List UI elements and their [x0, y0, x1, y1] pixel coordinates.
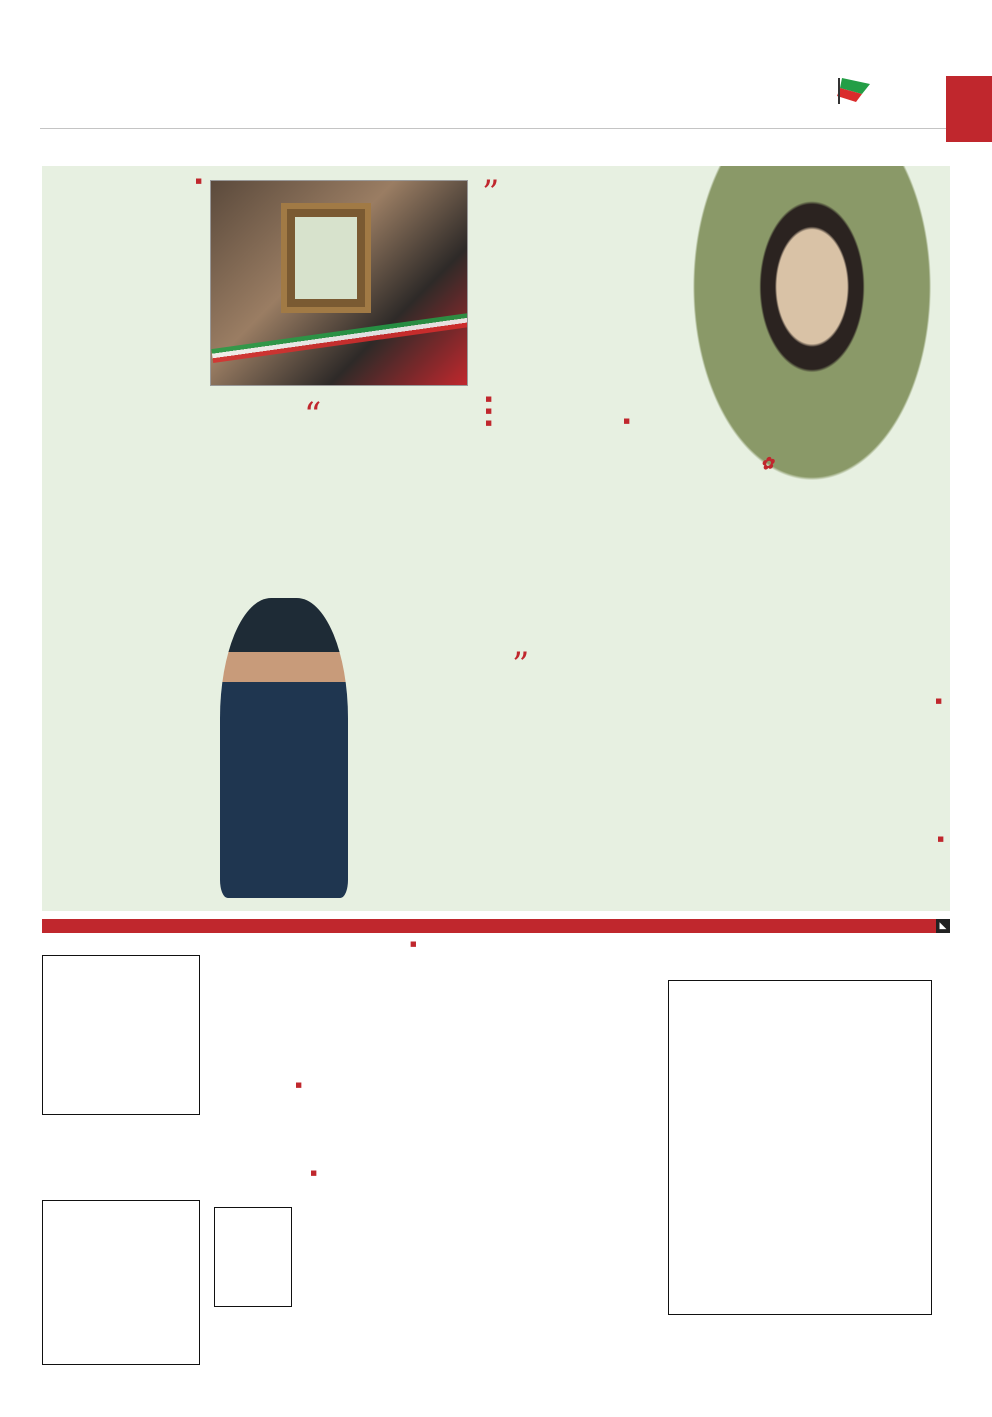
subhead-hardest [342, 394, 492, 404]
photo-flag [211, 313, 468, 363]
pull-quote-1 [472, 204, 642, 412]
answer-title [310, 1168, 317, 1178]
article-column-mid-right-lower [500, 786, 630, 904]
article-lead [648, 711, 944, 829]
photo-frame [281, 203, 371, 313]
sudoku-grid[interactable] [42, 955, 200, 1115]
article-column-mid-right [500, 414, 630, 654]
down-clues [410, 1262, 660, 1370]
tulip-icon: ✿ [759, 452, 776, 474]
newspaper-logo [946, 76, 992, 142]
subhead-life [342, 406, 492, 416]
section-brand [752, 70, 902, 130]
arrow-icon: ◣ [936, 919, 950, 933]
pull-quote-3 [204, 428, 338, 588]
subhead-wedding [52, 176, 202, 186]
article-panel [42, 166, 950, 911]
crossword-answer-grid [214, 1207, 292, 1307]
article-column-far-left [52, 174, 202, 899]
crossword-column-numbers [668, 965, 932, 977]
funeral-photo [210, 180, 468, 386]
puzzle-section-bar [42, 919, 950, 933]
masthead [40, 70, 992, 140]
pull-quote-2 [490, 671, 640, 783]
section-flag-icon [782, 76, 872, 106]
puzzle-designer [410, 940, 417, 948]
quote-mark-3: “ [304, 395, 322, 435]
quote-mark-1: ” [482, 173, 500, 213]
crossword-grid[interactable] [668, 980, 932, 1315]
article-column-bottom-right [648, 834, 944, 906]
subhead-halal [648, 834, 944, 844]
subhead-haj-qasem [342, 418, 492, 428]
across-clues [410, 1143, 660, 1243]
sudoku-title [295, 1080, 302, 1090]
article-column-mid [342, 392, 492, 904]
subhead-father [500, 416, 630, 426]
quote-mark-2: ” [512, 645, 530, 685]
martyr-uniform-photo [220, 598, 348, 898]
sudoku-answer-grid [42, 1200, 200, 1365]
crossword-row-numbers [932, 980, 944, 1315]
article-byline [935, 697, 942, 705]
